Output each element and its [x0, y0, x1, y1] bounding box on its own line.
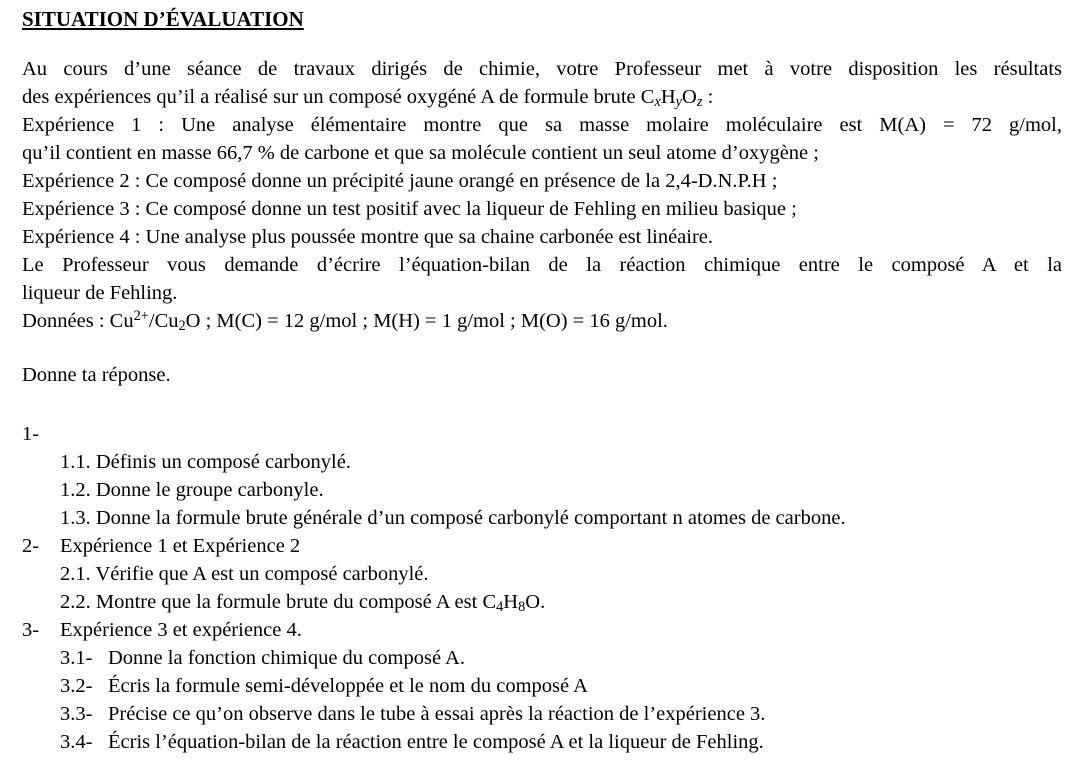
intro-line-2-text: des expériences qu’il a réalisé sur un composé oxygéné A de formule brute C	[22, 86, 655, 108]
question-3-1	[22, 644, 1062, 672]
question-3-header	[22, 616, 1062, 644]
professor-request-line-b: liqueur de Fehling.	[22, 282, 178, 304]
question-1-1: 1.1. Définis un composé carbonylé.	[60, 451, 351, 473]
answer-prompt: Donne ta réponse.	[22, 364, 171, 386]
question-1-header	[22, 420, 1062, 448]
question-3-4-text: Écris l’équation-bilan de la réaction entre le composé A et la liqueur de Fehling.	[108, 731, 764, 753]
question-3-2-number: 3.2-	[60, 675, 93, 697]
question-2-2-end: O.	[525, 591, 546, 613]
question-3-3	[22, 700, 1062, 728]
question-2-1: 2.1. Vérifie que A est un composé carbonylé.	[60, 563, 429, 585]
letter-h: H	[660, 86, 676, 108]
question-3-4-number: 3.4-	[60, 731, 93, 753]
question-3-3-number: 3.3-	[60, 703, 93, 725]
questions-list	[22, 420, 1062, 756]
section-title: SITUATION D’ÉVALUATION	[22, 7, 304, 31]
experience-2: Expérience 2 : Ce composé donne un précipité jaune orangé en présence de la 2,4-D.N.P.H ;	[22, 170, 778, 192]
subscript-4: 4	[496, 599, 504, 615]
question-3-number: 3-	[22, 619, 40, 641]
superscript-charge: 2+	[133, 308, 149, 324]
subscript-8: 8	[518, 599, 526, 615]
data-slash: /Cu	[148, 310, 179, 332]
question-2-header	[22, 532, 1062, 560]
intro-line-2-end: :	[702, 86, 714, 108]
experience-1-line-a: Expérience 1 : Une analyse élémentaire montre que sa masse molaire moléculaire est M(A) = 72 g/mol,	[22, 114, 1062, 136]
experience-4: Expérience 4 : Une analyse plus poussée montre que sa chaine carbonée est linéaire.	[22, 226, 714, 248]
experience-1-line-b: qu’il contient en masse 66,7 % de carbone et que sa molécule contient un seul atome d’oxygène ;	[22, 142, 819, 164]
question-2-number: 2-	[22, 535, 40, 557]
data-rest: O ; M(C) = 12 g/mol ; M(H) = 1 g/mol ; M(O) = 16 g/mol.	[185, 310, 668, 332]
question-3-3-text: Précise ce qu’on observe dans le tube à essai après la réaction de l’expérience 3.	[108, 703, 766, 725]
situation-paragraph	[22, 55, 1062, 335]
question-1-number: 1-	[22, 423, 40, 445]
subscript-x: x	[654, 94, 661, 110]
question-3-1-text: Donne la fonction chimique du composé A.	[108, 647, 465, 669]
data-prefix: Données : Cu	[22, 310, 134, 332]
experience-3: Expérience 3 : Ce composé donne un test positif avec la liqueur de Fehling en milieu basique ;	[22, 198, 797, 220]
letter-h-formula: H	[503, 591, 519, 613]
professor-request-line-a: Le Professeur vous demande d’écrire l’équation-bilan de la réaction chimique entre le composé A et la	[22, 254, 1062, 276]
question-1-3: 1.3. Donne la formule brute générale d’un composé carbonylé comportant n atomes de carbone.	[60, 507, 846, 529]
question-3-2-text: Écris la formule semi-développée et le nom du composé A	[108, 675, 588, 697]
question-2-label: Expérience 1 et Expérience 2	[60, 535, 301, 557]
data-line	[22, 307, 1062, 335]
question-3-1-number: 3.1-	[60, 647, 93, 669]
subscript-z: z	[696, 94, 703, 110]
question-2-2	[22, 588, 1062, 616]
question-1-2: 1.2. Donne le groupe carbonyle.	[60, 479, 324, 501]
subscript-y: y	[675, 94, 683, 110]
question-3-2	[22, 672, 1062, 700]
letter-o: O	[682, 86, 697, 108]
question-3-label: Expérience 3 et expérience 4.	[60, 619, 302, 641]
intro-line-2	[22, 83, 1062, 111]
intro-line-1: Au cours d’une séance de travaux dirigés de chimie, votre Professeur met à votre disposition les résultats	[22, 58, 1062, 80]
question-3-4	[22, 728, 1062, 756]
subscript-2: 2	[178, 318, 186, 334]
question-2-2-text: 2.2. Montre que la formule brute du composé A est C	[60, 591, 497, 613]
